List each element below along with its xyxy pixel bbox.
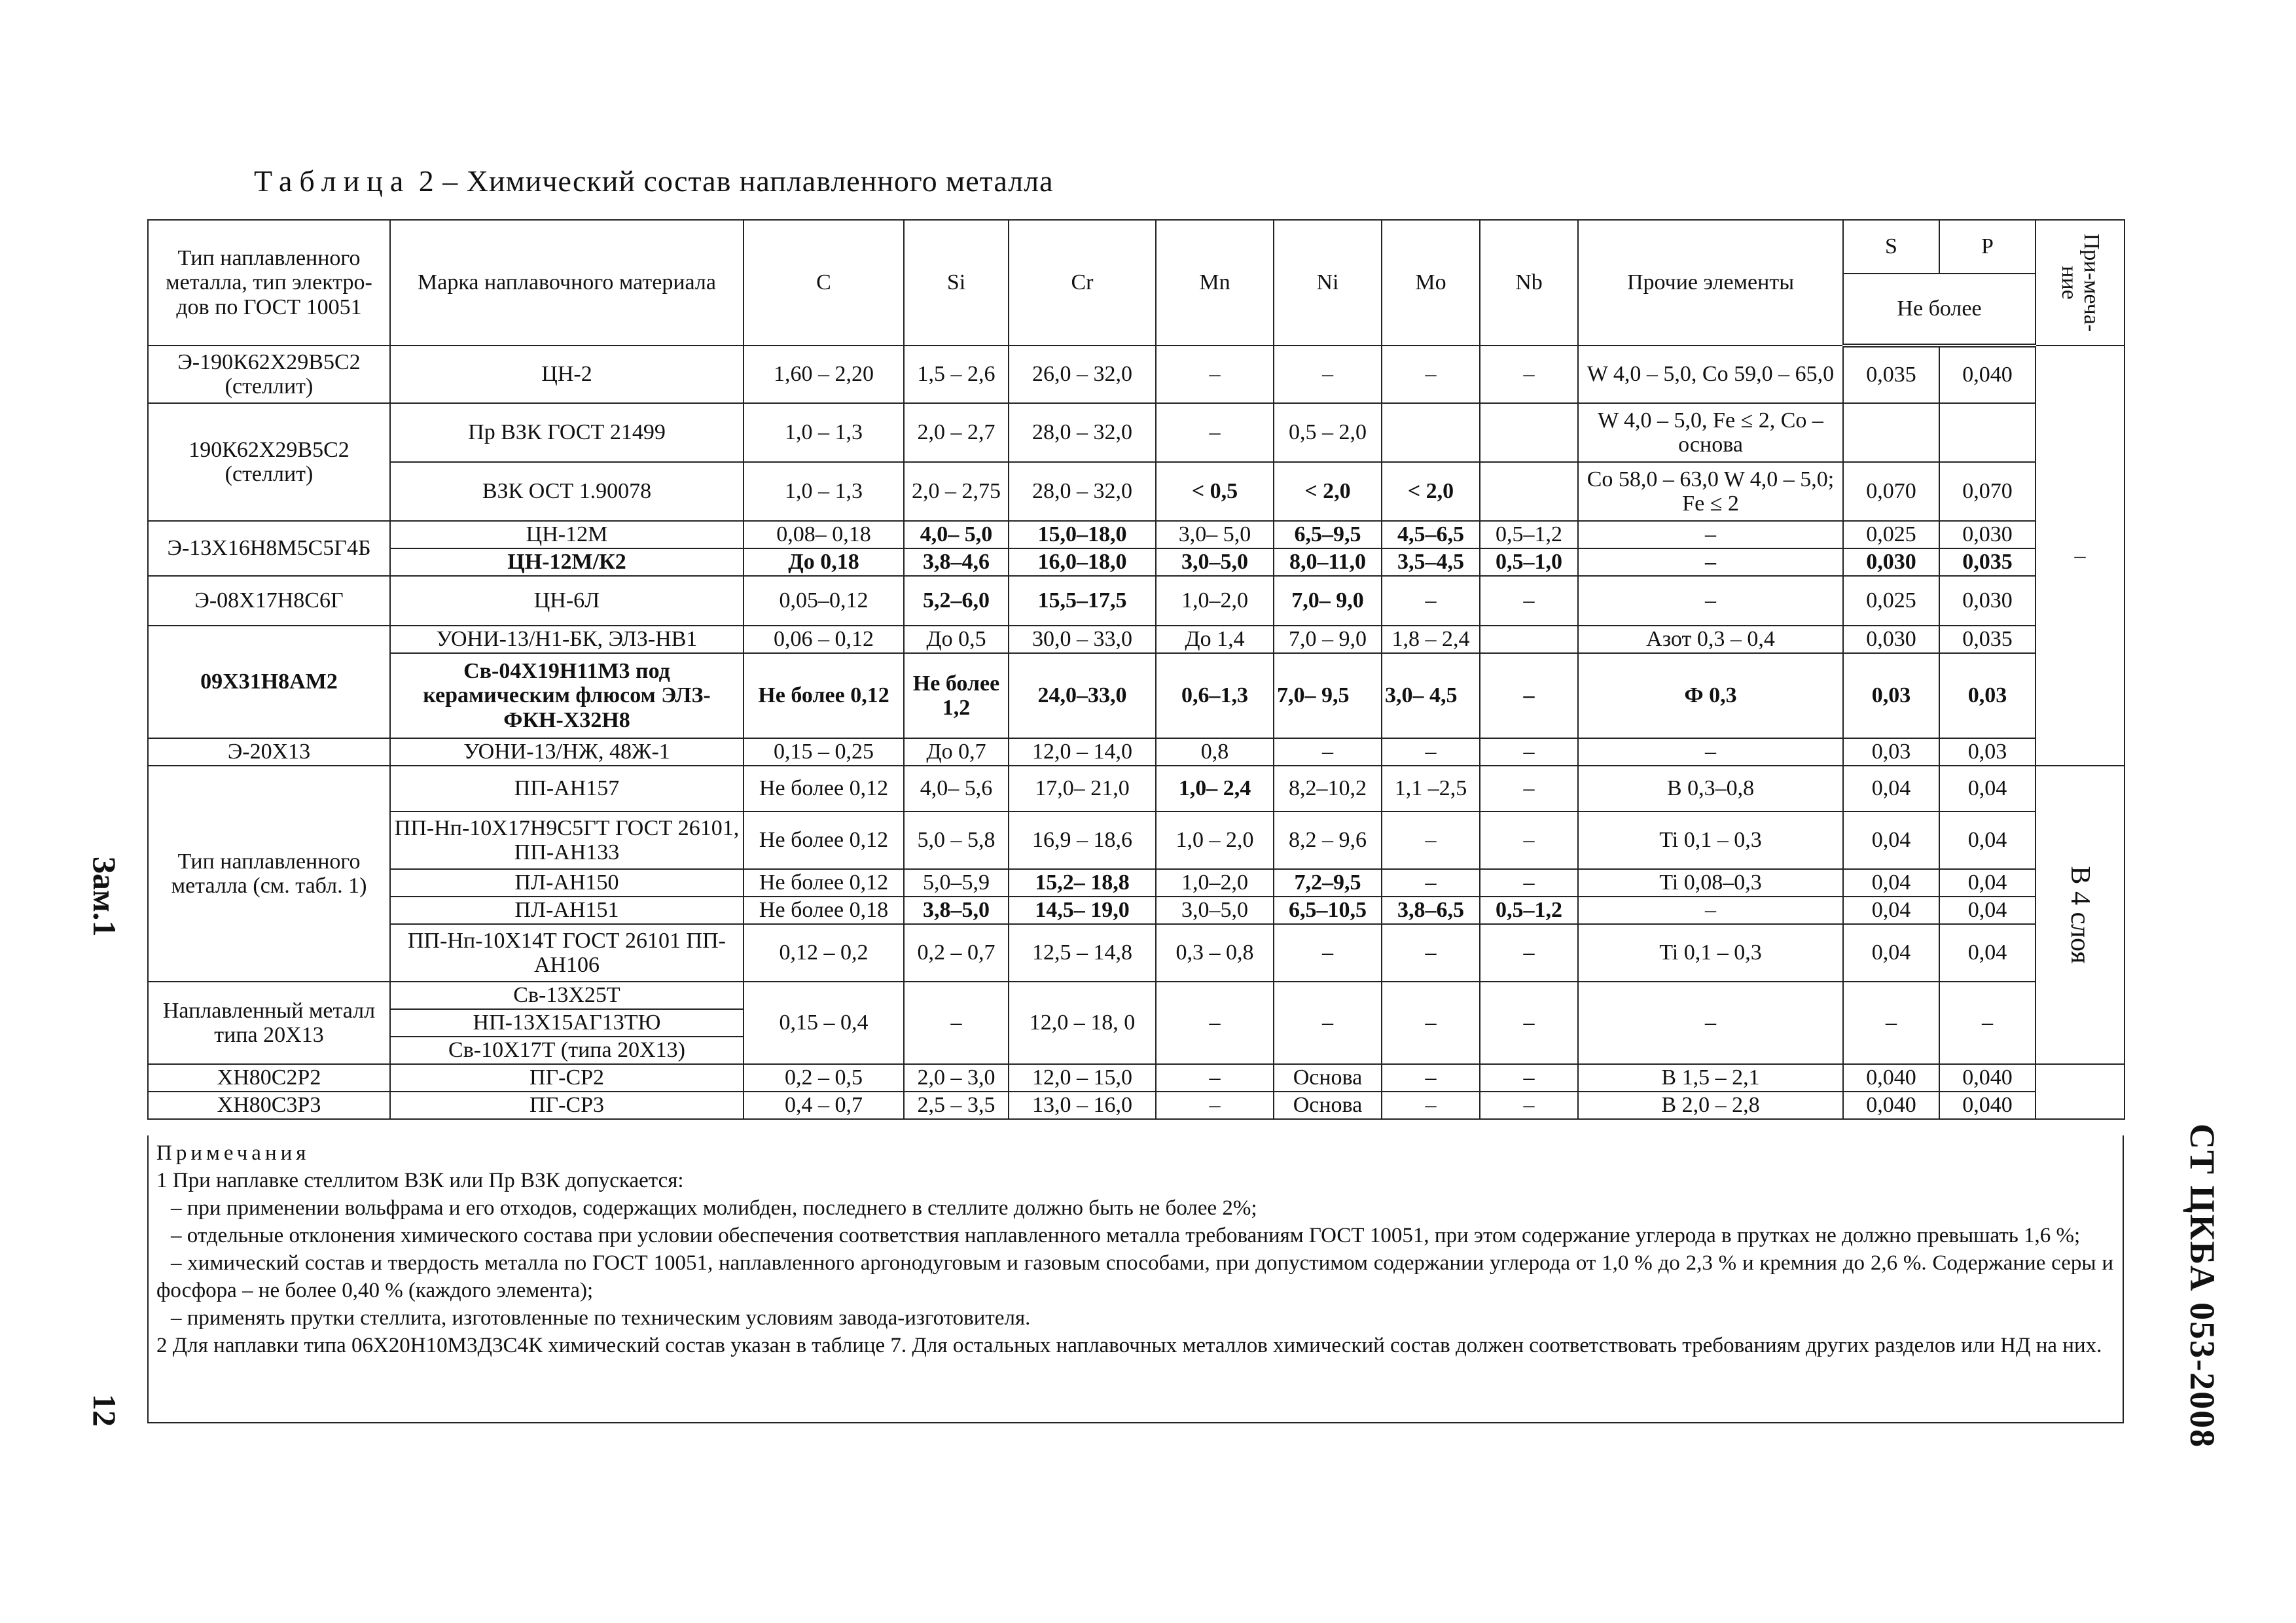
header-note-text: При-меча-ние — [2057, 233, 2104, 332]
cell-si: 4,0– 5,0 — [904, 521, 1009, 548]
cell-cr: 28,0 – 32,0 — [1009, 403, 1156, 462]
cell-brand: УОНИ-13/Н1-БК, ЭЛЗ-НВ1 — [390, 626, 744, 653]
cell-mn: 0,3 – 0,8 — [1156, 924, 1274, 982]
cell-c: Не более 0,12 — [744, 653, 904, 738]
cell-mn: 3,0–5,0 — [1156, 897, 1274, 924]
note-blank — [2036, 1092, 2125, 1119]
cell-c: До 0,18 — [744, 548, 904, 576]
cell-s: 0,025 — [1843, 576, 1939, 626]
cell-si: 5,0–5,9 — [904, 869, 1009, 897]
cell-nb: – — [1480, 1064, 1578, 1092]
cell-mn: – — [1156, 403, 1274, 462]
cell-brand: УОНИ-13/НЖ, 48Ж-1 — [390, 738, 744, 766]
note-1d: – применять прутки стеллита, изготовленные по техническим условиям завода-изготовителя. — [171, 1306, 1031, 1330]
cell-mo — [1382, 403, 1480, 462]
cell-p: 0,040 — [1939, 1064, 2036, 1092]
cell-p: 0,070 — [1939, 462, 2036, 521]
cell-nb: 0,5–1,0 — [1480, 548, 1578, 576]
cell-mn: 1,0– 2,4 — [1156, 766, 1274, 812]
cell-brand: ЦН-12М/К2 — [390, 548, 744, 576]
cell-ni: 6,5–10,5 — [1274, 897, 1382, 924]
cell-mn: 1,0–2,0 — [1156, 576, 1274, 626]
cell-type: Э-13Х16Н8М5С5Г4Б — [148, 521, 390, 576]
cell-other: B 2,0 – 2,8 — [1578, 1092, 1843, 1119]
table-row — [148, 738, 2125, 766]
cell-mn: До 1,4 — [1156, 626, 1274, 653]
cell-p: 0,030 — [1939, 521, 2036, 548]
cell-mo: – — [1382, 1064, 1480, 1092]
header-not-more: Не более — [1843, 274, 2036, 346]
cell-brand: ЦН-12М — [390, 521, 744, 548]
cell-other: B 0,3–0,8 — [1578, 766, 1843, 812]
cell-s: 0,04 — [1843, 924, 1939, 982]
cell-ni: – — [1274, 738, 1382, 766]
cell-type: 190К62Х29В5С2 (стеллит) — [148, 403, 390, 521]
cell-p: 0,04 — [1939, 812, 2036, 869]
cell-mo: 1,8 – 2,4 — [1382, 626, 1480, 653]
cell-cr: 26,0 – 32,0 — [1009, 346, 1156, 403]
cell-ni: 7,0 – 9,0 — [1274, 626, 1382, 653]
cell-nb: 0,5–1,2 — [1480, 897, 1578, 924]
header-si: Si — [904, 220, 1009, 346]
cell-ni: Основа — [1274, 1092, 1382, 1119]
table-row — [148, 766, 2125, 812]
cell-other: – — [1578, 576, 1843, 626]
cell-si: Не более 1,2 — [904, 653, 1009, 738]
cell-mo: 4,5–6,5 — [1382, 521, 1480, 548]
cell-ni: 7,0– 9,0 — [1274, 576, 1382, 626]
cell-ni: 8,2 – 9,6 — [1274, 812, 1382, 869]
cell-brand: ВЗК ОСТ 1.90078 — [390, 462, 744, 521]
table-row — [148, 1064, 2125, 1092]
cell-ni: – — [1274, 982, 1382, 1064]
cell-p: 0,03 — [1939, 738, 2036, 766]
cell-c: 0,15 – 0,4 — [744, 982, 904, 1064]
cell-s: 0,025 — [1843, 521, 1939, 548]
cell-nb: – — [1480, 812, 1578, 869]
cell-nb: – — [1480, 924, 1578, 982]
cell-brand: ЦН-2 — [390, 346, 744, 403]
notes-heading: Примечания — [156, 1141, 310, 1165]
cell-p: – — [1939, 982, 2036, 1064]
cell-cr: 15,0–18,0 — [1009, 521, 1156, 548]
cell-ni: 8,2–10,2 — [1274, 766, 1382, 812]
amendment-label: Зам.1 — [86, 856, 123, 937]
cell-p: 0,03 — [1939, 653, 2036, 738]
cell-brand: ПЛ-АН150 — [390, 869, 744, 897]
cell-brand-3: Св-10Х17Т (типа 20Х13) — [390, 1037, 744, 1064]
cell-cr: 16,0–18,0 — [1009, 548, 1156, 576]
cell-cr: 13,0 – 16,0 — [1009, 1092, 1156, 1119]
cell-ni: Основа — [1274, 1064, 1382, 1092]
cell-mo: – — [1382, 869, 1480, 897]
cell-nb: – — [1480, 738, 1578, 766]
cell-p: 0,04 — [1939, 766, 2036, 812]
cell-type: ХН80С3Р3 — [148, 1092, 390, 1119]
cell-other: – — [1578, 738, 1843, 766]
cell-mn: – — [1156, 1064, 1274, 1092]
cell-c: 0,15 – 0,25 — [744, 738, 904, 766]
table-row — [148, 1092, 2125, 1119]
cell-brand: ПГ-СР2 — [390, 1064, 744, 1092]
cell-mo: 3,8–6,5 — [1382, 897, 1480, 924]
note-dash-cell — [2036, 346, 2125, 766]
cell-brand: ПП-Нп-10Х17Н9С5ГТ ГОСТ 26101, ПП-АН133 — [390, 812, 744, 869]
table-row — [148, 812, 2125, 869]
cell-s: 0,04 — [1843, 869, 1939, 897]
cell-other: W 4,0 – 5,0, Fe ≤ 2, Co – основа — [1578, 403, 1843, 462]
cell-si: 5,2–6,0 — [904, 576, 1009, 626]
cell-type: Э-20Х13 — [148, 738, 390, 766]
cell-si: До 0,7 — [904, 738, 1009, 766]
cell-brand-1: Св-13Х25Т — [390, 982, 744, 1009]
cell-si: 3,8–5,0 — [904, 897, 1009, 924]
cell-cr: 30,0 – 33,0 — [1009, 626, 1156, 653]
cell-type: 09Х31Н8АМ2 — [148, 626, 390, 738]
header-ni: Ni — [1274, 220, 1382, 346]
cell-p: 0,04 — [1939, 897, 2036, 924]
table-title-prefix: Таблица — [254, 164, 411, 198]
header-cr: Cr — [1009, 220, 1156, 346]
cell-si: До 0,5 — [904, 626, 1009, 653]
cell-si: – — [904, 982, 1009, 1064]
cell-si: 2,0 – 2,75 — [904, 462, 1009, 521]
cell-mo: 1,1 –2,5 — [1382, 766, 1480, 812]
cell-c: 0,08– 0,18 — [744, 521, 904, 548]
cell-other: W 4,0 – 5,0, Co 59,0 – 65,0 — [1578, 346, 1843, 403]
cell-other: Co 58,0 – 63,0 W 4,0 – 5,0; Fe ≤ 2 — [1578, 462, 1843, 521]
cell-p: 0,04 — [1939, 869, 2036, 897]
cell-cr: 12,5 – 14,8 — [1009, 924, 1156, 982]
cell-p: 0,04 — [1939, 924, 2036, 982]
table-row — [148, 521, 2125, 548]
cell-type: Тип наплавленного металла (см. табл. 1) — [148, 766, 390, 982]
cell-brand: Св-04Х19Н11М3 под керамическим флюсом ЭЛЗ-ФКН-Х32Н8 — [390, 653, 744, 738]
cell-cr: 24,0–33,0 — [1009, 653, 1156, 738]
table-row — [148, 897, 2125, 924]
cell-c: 0,06 – 0,12 — [744, 626, 904, 653]
cell-cr: 17,0– 21,0 — [1009, 766, 1156, 812]
cell-brand: ЦН-6Л — [390, 576, 744, 626]
cell-c: Не более 0,18 — [744, 897, 904, 924]
cell-mo: – — [1382, 982, 1480, 1064]
cell-brand: ПП-Нп-10Х14Т ГОСТ 26101 ПП-АН106 — [390, 924, 744, 982]
cell-mn: 1,0 – 2,0 — [1156, 812, 1274, 869]
cell-other: Ф 0,3 — [1578, 653, 1843, 738]
cell-s: – — [1843, 982, 1939, 1064]
cell-s: 0,04 — [1843, 812, 1939, 869]
cell-mn: 0,8 — [1156, 738, 1274, 766]
cell-cr: 12,0 – 18, 0 — [1009, 982, 1156, 1064]
cell-mo: – — [1382, 924, 1480, 982]
note-1a: – при применении вольфрама и его отходов, содержащих молибден, последнего в стеллите должно быть не более 2%; — [171, 1196, 1257, 1220]
cell-mo: – — [1382, 576, 1480, 626]
cell-s: 0,03 — [1843, 653, 1939, 738]
table-row — [148, 924, 2125, 982]
cell-p: 0,035 — [1939, 548, 2036, 576]
cell-type: Наплавленный металл типа 20Х13 — [148, 982, 390, 1064]
cell-cr: 16,9 – 18,6 — [1009, 812, 1156, 869]
cell-si: 0,2 – 0,7 — [904, 924, 1009, 982]
note-layers-cell — [2036, 766, 2125, 1064]
table-row — [148, 403, 2125, 462]
header-row — [148, 220, 2125, 274]
cell-nb: – — [1480, 653, 1578, 738]
cell-nb: – — [1480, 869, 1578, 897]
cell-brand-2: НП-13Х15АГ13ТЮ — [390, 1009, 744, 1037]
note-1c: – химический состав и твердость металла по ГОСТ 10051, наплавленного аргонодуговым и газовым способами, при допустимом содержании углерода от 1,0 % до 2,3 % и кремния до 2,6 %. Содержание серы и фосфора – не более 0,40 % (каждого элемента); — [156, 1251, 2113, 1302]
cell-c: Не более 0,12 — [744, 766, 904, 812]
table-title-text: 2 – Химический состав наплавленного металла — [410, 164, 1054, 198]
cell-cr: 12,0 – 14,0 — [1009, 738, 1156, 766]
cell-p — [1939, 403, 2036, 462]
header-type: Тип наплавленного металла, тип электро-дов по ГОСТ 10051 — [148, 220, 390, 346]
note-2: 2 Для наплавки типа 06Х20Н10М3Д3С4К химический состав указан в таблице 7. Для остальных наплавочных металлов химический состав должен соответствовать требованиям других разделов или НД на них. — [156, 1334, 2102, 1357]
cell-s — [1843, 403, 1939, 462]
cell-s: 0,03 — [1843, 738, 1939, 766]
cell-nb: – — [1480, 1092, 1578, 1119]
cell-cr: 15,2– 18,8 — [1009, 869, 1156, 897]
cell-other: – — [1578, 897, 1843, 924]
cell-mo: < 2,0 — [1382, 462, 1480, 521]
cell-c: 1,0 – 1,3 — [744, 462, 904, 521]
cell-ni: 7,2–9,5 — [1274, 869, 1382, 897]
cell-si: 4,0– 5,6 — [904, 766, 1009, 812]
cell-c: 0,12 – 0,2 — [744, 924, 904, 982]
table-row — [148, 576, 2125, 626]
cell-nb: – — [1480, 346, 1578, 403]
cell-mn: 3,0– 5,0 — [1156, 521, 1274, 548]
cell-c: Не более 0,12 — [744, 812, 904, 869]
cell-ni: 7,0– 9,5 — [1274, 653, 1382, 738]
note-four-layers: В 4 слоя — [2065, 866, 2096, 964]
note-blank — [2036, 1064, 2125, 1092]
cell-cr: 14,5– 19,0 — [1009, 897, 1156, 924]
cell-other: – — [1578, 548, 1843, 576]
chemical-composition-table — [147, 219, 2125, 1120]
table-row — [148, 653, 2125, 738]
cell-nb — [1480, 462, 1578, 521]
cell-ni: – — [1274, 346, 1382, 403]
header-note — [2036, 220, 2125, 346]
note-dash: – — [2074, 543, 2086, 568]
cell-si: 5,0 – 5,8 — [904, 812, 1009, 869]
notes-section — [147, 1135, 2124, 1423]
cell-other: – — [1578, 982, 1843, 1064]
cell-type: Э-08Х17Н8С6Г — [148, 576, 390, 626]
cell-mn: – — [1156, 1092, 1274, 1119]
cell-other: Азот 0,3 – 0,4 — [1578, 626, 1843, 653]
cell-c: 0,2 – 0,5 — [744, 1064, 904, 1092]
cell-ni: 6,5–9,5 — [1274, 521, 1382, 548]
cell-mo: – — [1382, 1092, 1480, 1119]
header-mo: Mo — [1382, 220, 1480, 346]
cell-c: 0,05–0,12 — [744, 576, 904, 626]
header-p: P — [1939, 220, 2036, 274]
cell-mo: – — [1382, 812, 1480, 869]
table-frame — [147, 219, 2124, 1423]
cell-s: 0,035 — [1843, 346, 1939, 403]
header-c: C — [744, 220, 904, 346]
cell-nb: – — [1480, 766, 1578, 812]
cell-c: 1,60 – 2,20 — [744, 346, 904, 403]
cell-brand: ПЛ-АН151 — [390, 897, 744, 924]
cell-cr: 15,5–17,5 — [1009, 576, 1156, 626]
cell-s: 0,070 — [1843, 462, 1939, 521]
cell-ni: 8,0–11,0 — [1274, 548, 1382, 576]
cell-p: 0,035 — [1939, 626, 2036, 653]
table-row — [148, 462, 2125, 521]
table-row — [148, 869, 2125, 897]
cell-type: Э-190К62Х29В5С2 (стеллит) — [148, 346, 390, 403]
table-row — [148, 548, 2125, 576]
cell-cr: 28,0 – 32,0 — [1009, 462, 1156, 521]
cell-c: Не более 0,12 — [744, 869, 904, 897]
note-1b: – отдельные отклонения химического состава при условии обеспечения соответствия наплавленного металла требованиям ГОСТ 10051, при этом содержание углерода в прутках не должно превышать 1,6 %; — [171, 1224, 2081, 1247]
cell-brand: ПГ-СР3 — [390, 1092, 744, 1119]
table-row — [148, 982, 2125, 1009]
cell-ni: < 2,0 — [1274, 462, 1382, 521]
header-nb: Nb — [1480, 220, 1578, 346]
cell-ni: – — [1274, 924, 1382, 982]
cell-mo: – — [1382, 346, 1480, 403]
cell-nb: – — [1480, 576, 1578, 626]
header-mn: Mn — [1156, 220, 1274, 346]
cell-s: 0,030 — [1843, 626, 1939, 653]
cell-si: 2,0 – 2,7 — [904, 403, 1009, 462]
cell-s: 0,04 — [1843, 897, 1939, 924]
header-brand: Марка наплавочного материала — [390, 220, 744, 346]
cell-p: 0,040 — [1939, 346, 2036, 403]
cell-s: 0,040 — [1843, 1092, 1939, 1119]
table-row — [148, 626, 2125, 653]
cell-cr: 12,0 – 15,0 — [1009, 1064, 1156, 1092]
cell-other: B 1,5 – 2,1 — [1578, 1064, 1843, 1092]
cell-type: ХН80С2Р2 — [148, 1064, 390, 1092]
cell-mn: < 0,5 — [1156, 462, 1274, 521]
cell-si: 2,5 – 3,5 — [904, 1092, 1009, 1119]
cell-s: 0,030 — [1843, 548, 1939, 576]
cell-si: 1,5 – 2,6 — [904, 346, 1009, 403]
cell-nb: 0,5–1,2 — [1480, 521, 1578, 548]
cell-other: – — [1578, 521, 1843, 548]
cell-mo: 3,5–4,5 — [1382, 548, 1480, 576]
table-title — [254, 164, 1054, 198]
cell-s: 0,04 — [1843, 766, 1939, 812]
table-row — [148, 346, 2125, 403]
document-id: СТ ЦКБА 053-2008 — [2183, 1123, 2222, 1449]
cell-mn: 1,0–2,0 — [1156, 869, 1274, 897]
cell-other: Ti 0,1 – 0,3 — [1578, 812, 1843, 869]
cell-nb — [1480, 626, 1578, 653]
note-1: 1 При наплавке стеллитом ВЗК или Пр ВЗК допускается: — [156, 1169, 684, 1192]
cell-s: 0,040 — [1843, 1064, 1939, 1092]
cell-other: Ti 0,08–0,3 — [1578, 869, 1843, 897]
cell-brand: ПП-АН157 — [390, 766, 744, 812]
cell-si: 2,0 – 3,0 — [904, 1064, 1009, 1092]
cell-mo: 3,0– 4,5 — [1382, 653, 1480, 738]
cell-si: 3,8–4,6 — [904, 548, 1009, 576]
cell-nb: – — [1480, 982, 1578, 1064]
cell-brand: Пр ВЗК ГОСТ 21499 — [390, 403, 744, 462]
cell-mn: – — [1156, 982, 1274, 1064]
cell-mn: 3,0–5,0 — [1156, 548, 1274, 576]
page-number: 12 — [86, 1394, 123, 1427]
cell-c: 1,0 – 1,3 — [744, 403, 904, 462]
cell-mo: – — [1382, 738, 1480, 766]
cell-ni: 0,5 – 2,0 — [1274, 403, 1382, 462]
header-other: Прочие элементы — [1578, 220, 1843, 346]
header-s: S — [1843, 220, 1939, 274]
cell-mn: – — [1156, 346, 1274, 403]
cell-p: 0,030 — [1939, 576, 2036, 626]
cell-other: Ti 0,1 – 0,3 — [1578, 924, 1843, 982]
cell-p: 0,040 — [1939, 1092, 2036, 1119]
cell-mn: 0,6–1,3 — [1156, 653, 1274, 738]
cell-nb — [1480, 403, 1578, 462]
cell-c: 0,4 – 0,7 — [744, 1092, 904, 1119]
